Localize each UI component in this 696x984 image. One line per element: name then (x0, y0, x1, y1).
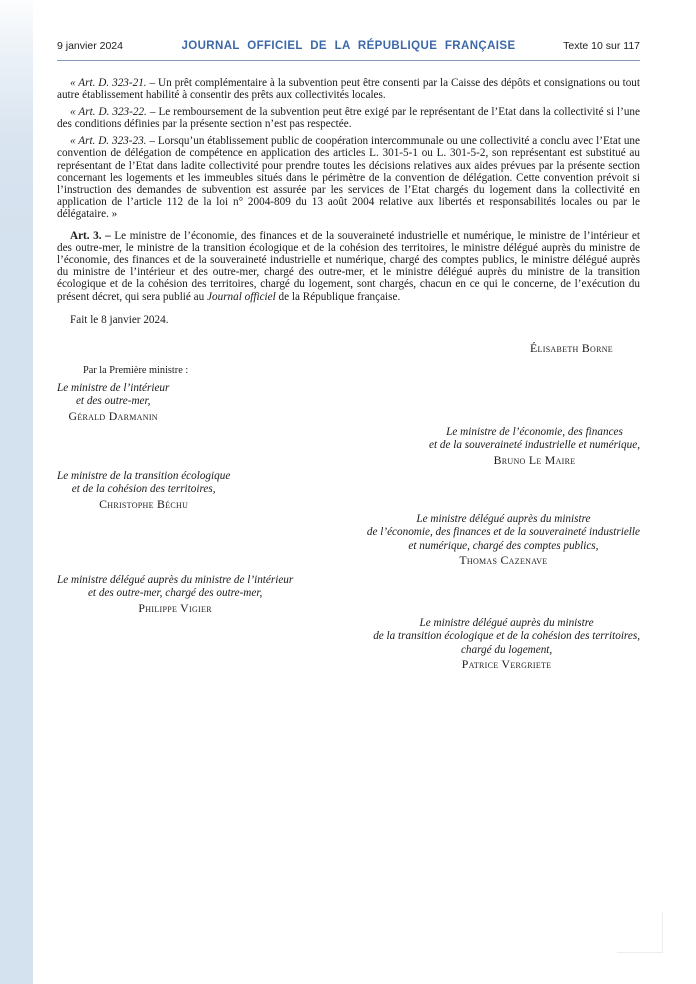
header-date: 9 janvier 2024 (57, 40, 123, 52)
journal-title: JOURNAL OFFICIEL DE LA RÉPUBLIQUE FRANÇAISE (181, 40, 516, 52)
document-page (33, 0, 696, 984)
page-header (57, 0, 640, 61)
pm-signature: Élisabeth Borne (530, 340, 613, 355)
article-label: « Art. D. 323-22. (70, 106, 147, 119)
signatory-role-line: Le ministre délégué auprès du ministre de l’intérieur (57, 573, 294, 586)
article-dash: – (105, 230, 111, 243)
article-label: « Art. D. 323-23. (70, 135, 147, 148)
article-text-after: de la République française. (278, 290, 401, 303)
signatory-name: Patrice Vergriete (461, 657, 552, 672)
signature-block-darmanin (57, 382, 169, 423)
signatory-name: Philippe Vigier (138, 600, 212, 615)
signature-block-vergriete (373, 617, 640, 672)
article-d323-22-paragraph (57, 106, 640, 130)
signatory-role-line: de l’économie, des finances et de la souveraineté industrielle (366, 526, 640, 539)
signature-block-lemaire (429, 426, 640, 467)
signatory-name: Christophe Béchu (99, 496, 189, 511)
signatory-role-line: et des outre-mer, chargé des outre-mer, (87, 587, 263, 600)
article-3-paragraph (57, 230, 640, 303)
article-label: « Art. D. 323-21. (70, 77, 147, 89)
header-rule (57, 60, 640, 61)
signatory-name: Thomas Cazenave (459, 553, 548, 568)
article-text: Le ministre de l’économie, des finances et de la souveraineté industrielle et numérique, le ministre de l’intérieur et des outre-mer, le ministre de la transition écologique et de la cohésion des territoires, le ministre délégué auprès du ministre de l’économie, des finances et de la souveraineté industrielle et numérique, chargé des comptes publics, le ministre délégué auprès du ministre de l’intérieur et des outre-mer, chargé des outre-mer, et le ministre délégué auprès du ministre de la transition écologique et de la cohésion des territoires, chargé du logement, sont chargés, chacun en ce qui le concerne, de l’exécution du présent décret, qui sera publié au (57, 230, 641, 303)
article-label: Art. 3. (70, 230, 102, 243)
decree-body (57, 77, 640, 687)
signatory-role-line: de la transition écologique et de la cohésion des territoires, (373, 630, 640, 643)
signatory-role-line: et numérique, chargé des comptes publics, (408, 539, 599, 552)
article-dash: – (149, 135, 155, 148)
signature-block-bechu (57, 470, 230, 511)
dated-line: Fait le 8 janvier 2024. (70, 313, 169, 326)
page-left-margin-band (0, 0, 33, 984)
article-text: Le remboursement de la subvention peut être exigé par le représentant de l’Etat dans la collectivité si l’une des conditions définies par la présente section n’est pas respectée. (57, 106, 640, 131)
signatory-role-line: et de la souveraineté industrielle et numérique, (429, 439, 640, 452)
signatory-role-line: Le ministre délégué auprès du ministre (419, 616, 594, 629)
signature-block-vigier (57, 574, 293, 615)
signatory-name: Gérald Darmanin (68, 408, 158, 423)
article-text: Un prêt complémentaire à la subvention peut être consenti par la Caisse des dépôts et consignations ou tout autre établissement habilité à consentir des prêts aux collectivités locales. (57, 77, 641, 102)
signatory-role-line: Le ministre de l’intérieur (57, 381, 170, 394)
article-dash: – (149, 106, 156, 119)
article-d323-23-paragraph (57, 135, 640, 220)
signatory-role-line: Le ministre de l’économie, des finances (446, 425, 623, 438)
signature-block-cazenave (367, 513, 640, 568)
signatory-role-line: chargé du logement, (460, 643, 553, 656)
header-text-ref: Texte 10 sur 117 (563, 40, 640, 52)
page-content (33, 0, 696, 687)
journal-officiel-italic: Journal officiel (207, 290, 276, 303)
signatory-name: Bruno Le Maire (493, 452, 576, 467)
signatory-role-line: Le ministre de la transition écologique (57, 469, 231, 482)
countersign-intro: Par la Première ministre : (83, 364, 189, 376)
page-corner-mark (617, 912, 663, 953)
signatory-role-line: et des outre-mer, (75, 395, 151, 408)
article-dash: – (149, 77, 156, 89)
article-text: Lorsqu’un établissement public de coopération intercommunale ou une collectivité a conclu avec l’Etat une convention de délégation de compétence en application des articles L. 301-5-1 ou L. 301-5-2, son représentant est substitué au représentant de l’Etat dans ladite collectivité pour prendre toutes les décisions relatives aux aides prévues par la présente section concernant les logements et les immeubles situés dans le périmètre de la convention de délégation. Cette convention prévoit si l’instruction des demandes de subvention est assurée par les services de l’Etat chargés du logement dans la collectivité en application de l’article 112 de la loi n° 2004-809 du 13 août 2004 relative aux libertés et responsabilités locales ou par le délégataire. » (57, 135, 640, 220)
signatory-role-line: et de la cohésion des territoires, (71, 483, 216, 496)
signatory-role-line: Le ministre délégué auprès du ministre (416, 512, 591, 525)
article-d323-21-paragraph (57, 77, 640, 101)
signature-area (57, 337, 640, 687)
